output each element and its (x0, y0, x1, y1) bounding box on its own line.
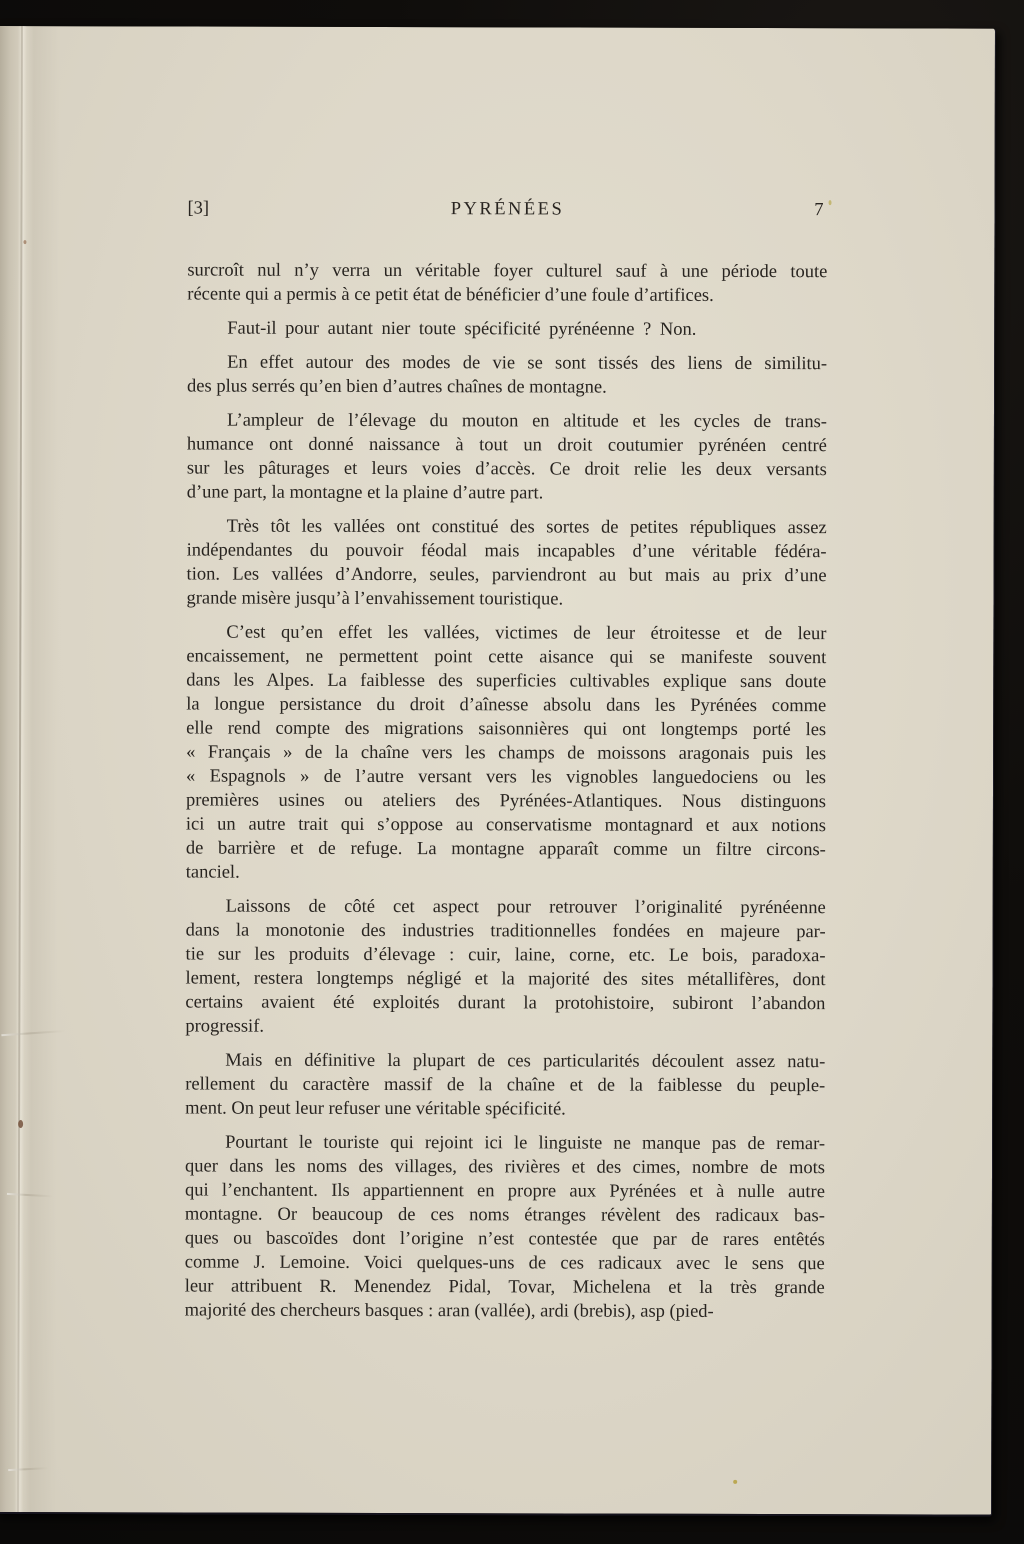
paragraph (187, 408, 827, 506)
text-line: surcroît nul n’y verra un véritable foyer culturel sauf à une période toute (187, 260, 828, 283)
text-line: encaissement, ne permettent point cette aisance qui se manifeste souvent (186, 646, 827, 669)
text-block (185, 258, 828, 1324)
text-line: Mais en définitive la plupart de ces particularités découlent assez natu- (225, 1050, 826, 1073)
text-line: qui l’enchantent. Ils appartiennent en propre aux Pyrénées et à nulle autre (184, 1180, 825, 1203)
text-line: premières usines ou ateliers des Pyrénées-Atlantiques. Nous distinguons (185, 790, 826, 813)
text-line: certains avaient été exploités durant la protohistoire, subiront l’abandon (185, 992, 826, 1015)
text-line: sur les pâturages et leurs voies d’accès. Ce droit relie les deux versants (186, 458, 827, 481)
text-line: « Français » de la chaîne vers les champs de moissons aragonais puis les (186, 742, 827, 765)
text-line: indépendantes du pouvoir féodal mais incapables d’une véritable fédéra- (186, 540, 827, 563)
text-line: « Espagnols » de l’autre versant vers les vignobles languedociens ou les (186, 766, 827, 789)
text-line: elle rend compte des migrations saisonnières qui ont longtemps porté les (186, 718, 827, 741)
paper-blemish (18, 1120, 23, 1128)
page-number: 7 (814, 200, 824, 221)
text-line: Faut-il pour autant nier toute spécificité pyrénéenne ? Non. (227, 318, 697, 340)
text-line: leur attribuent R. Menendez Pidal, Tovar, Michelena et la très grande (184, 1276, 825, 1299)
text-line: majorité des chercheurs basques : aran (vallée), ardi (brebis), asp (pied- (184, 1300, 714, 1322)
text-line: montagne. Or beaucoup de ces noms étranges révèlent des radicaux bas- (184, 1204, 825, 1227)
text-line: récente qui a permis à ce petit état de bénéficier d’une foule d’artifices. (187, 284, 714, 306)
running-title: PYRÉNÉES (450, 199, 565, 220)
text-line: d’une part, la montagne et la plaine d’autre part. (186, 482, 544, 504)
text-line: ques ou bascoïdes dont l’origine n’est contestée que par de rares entêtés (184, 1228, 825, 1251)
margin-crease (1, 1030, 65, 1036)
text-line: quer dans les noms des villages, des rivières et des cimes, nombre de mots (184, 1156, 826, 1179)
text-line: humance ont donné naissance à tout un droit coutumier pyrénéen centré (186, 434, 827, 457)
text-line: C’est qu’en effet les vallées, victimes de leur étroitesse et de leur (226, 622, 827, 645)
text-line: la longue persistance du droit d’aînesse absolu dans les Pyrénées comme (186, 694, 827, 717)
text-line: grande misère jusqu’à l’envahissement touristique. (186, 588, 564, 610)
margin-crease (8, 1467, 48, 1471)
text-line: ment. On peut leur refuser une véritable spécificité. (185, 1098, 566, 1120)
text-line: Laissons de côté cet aspect pour retrouver l’originalité pyrénéenne (225, 896, 826, 919)
book-page (0, 26, 996, 1517)
text-line: lement, restera longtemps négligé et la majorité des sites métallifères, dont (185, 968, 826, 991)
margin-crease (7, 1193, 53, 1198)
text-line: progressif. (185, 1016, 265, 1037)
text-line: rellement du caractère massif de la chaîne et de la faiblesse du peuple- (185, 1074, 826, 1097)
text-line: dans la monotonie des industries traditionnelles fondées en majeure par- (185, 920, 826, 943)
paragraph (185, 894, 825, 1040)
text-line: tion. Les vallées d’Andorre, seules, parviendront au but mais au prix d’une (186, 564, 827, 587)
text-line: ici un autre trait qui s’oppose au conservatisme montagnard et aux notions (185, 814, 826, 837)
paragraph (187, 258, 827, 308)
text-line: L’ampleur de l’élevage du mouton en altitude et les cycles de trans- (226, 410, 827, 433)
gutter-shadow (0, 26, 60, 1512)
text-line: de barrière et de refuge. La montagne apparaît comme un filtre circons- (185, 838, 826, 861)
binding-crease (17, 26, 23, 1512)
paragraph (185, 1048, 825, 1122)
text-line: En effet autour des modes de vie se sont tissés des liens de similitu- (227, 352, 828, 375)
text-line: tie sur les produits d’élevage : cuir, laine, corne, etc. Le bois, paradoxa- (185, 944, 826, 967)
text-line: Pourtant le touriste qui rejoint ici le linguiste ne manque pas de remar- (225, 1132, 826, 1155)
text-line: des plus serrés qu’en bien d’autres chaînes de montagne. (187, 376, 607, 398)
paragraph (187, 316, 827, 342)
paragraph (187, 350, 827, 400)
paper-blemish (23, 240, 26, 244)
paragraph (186, 514, 826, 612)
text-line: tanciel. (185, 862, 240, 883)
paper-blemish (733, 1480, 737, 1484)
text-line: dans les Alpes. La faiblesse des superficies cultivables explique sans doute (186, 670, 827, 693)
text-line: comme J. Lemoine. Voici quelques-uns de ces radicaux avec le sens que (184, 1252, 825, 1275)
page-header (187, 196, 827, 222)
paragraph (186, 620, 827, 886)
paragraph (185, 1130, 826, 1324)
section-marker: [3] (187, 198, 210, 219)
paper-blemish (829, 200, 832, 205)
text-line: Très tôt les vallées ont constitué des sortes de petites républiques assez (226, 516, 827, 539)
